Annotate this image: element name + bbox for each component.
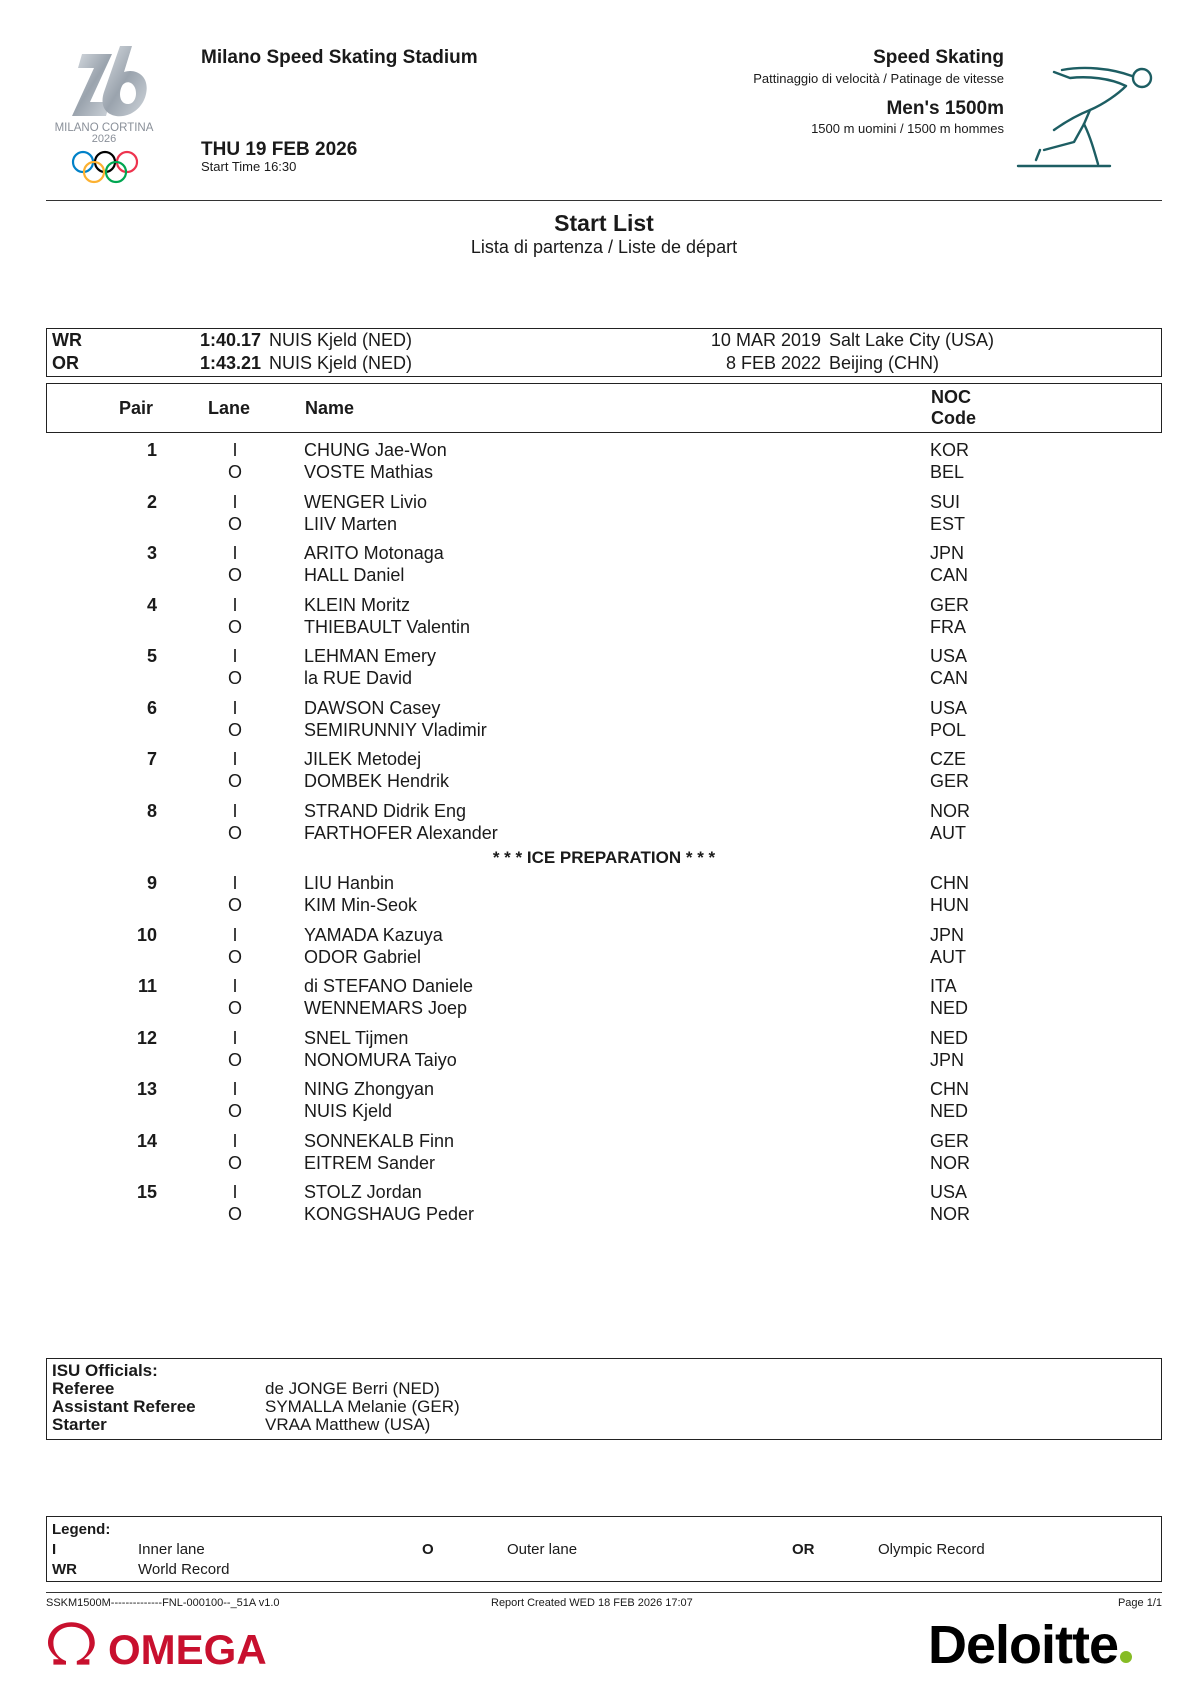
noc-code: ITA	[930, 976, 957, 996]
legend-abbr: O	[422, 1541, 434, 1558]
table-row	[46, 514, 1162, 536]
sport-event-block	[753, 47, 1004, 136]
athlete-name: DAWSON Casey	[304, 697, 441, 718]
column-name: Name	[305, 398, 355, 418]
noc-code: NED	[930, 1027, 969, 1048]
athlete-name: NUIS Kjeld	[304, 1101, 393, 1121]
pair-number: 15	[136, 1182, 157, 1202]
lane-cell: O	[227, 719, 242, 740]
table-row	[46, 873, 1162, 895]
table-row	[46, 801, 1162, 823]
sport-title: Speed Skating	[873, 47, 1004, 68]
pair-number: 2	[146, 491, 157, 512]
table-row	[46, 1028, 1162, 1050]
record-type: WR	[52, 330, 82, 350]
table-row	[46, 925, 1162, 947]
official-role: Referee	[52, 1379, 115, 1398]
noc-code: NED	[930, 998, 969, 1018]
athlete-name: EITREM Sander	[304, 1152, 436, 1173]
official-row	[52, 1416, 1152, 1434]
lane-cell: O	[227, 1101, 242, 1121]
athlete-name: LIIV Marten	[304, 513, 398, 534]
table-row	[46, 947, 1162, 969]
noc-code: CAN	[930, 565, 969, 585]
noc-code: CZE	[930, 749, 966, 769]
official-role: Assistant Referee	[52, 1397, 196, 1416]
start-time: Start Time 16:30	[201, 159, 297, 174]
noc-code: USA	[930, 1182, 968, 1202]
athlete-name: HALL Daniel	[304, 565, 405, 585]
lane-cell: I	[232, 1079, 238, 1099]
legend-desc: Inner lane	[138, 1541, 205, 1558]
lane-cell: I	[232, 924, 238, 945]
column-pair: Pair	[119, 398, 154, 418]
noc-code: POL	[930, 719, 967, 740]
noc-code: GER	[930, 594, 970, 615]
table-row	[46, 749, 1162, 771]
pair-number: 5	[146, 646, 157, 666]
table-row	[46, 1153, 1162, 1175]
athlete-name: KLEIN Moritz	[304, 594, 411, 615]
official-name: VRAA Matthew (USA)	[265, 1415, 431, 1434]
official-name: de JONGE Berri (NED)	[265, 1379, 440, 1398]
athlete-name: FARTHOFER Alexander	[304, 822, 498, 843]
table-row	[46, 698, 1162, 720]
lane-cell: O	[227, 1204, 242, 1224]
athlete-name: WENGER Livio	[304, 491, 428, 512]
noc-code: AUT	[930, 822, 966, 843]
record-time: 1:43.21	[199, 353, 261, 373]
athlete-name: KIM Min-Seok	[304, 895, 418, 915]
lane-cell: O	[227, 1049, 242, 1070]
table-row	[46, 1204, 1162, 1226]
report-created: Report Created WED 18 FEB 2026 17:07	[491, 1597, 693, 1609]
noc-code: SUI	[930, 491, 961, 512]
noc-code: USA	[930, 646, 968, 666]
official-row	[52, 1380, 1152, 1398]
page-number: Page 1/1	[1117, 1597, 1162, 1609]
lane-cell: O	[227, 668, 242, 688]
record-holder: NUIS Kjeld (NED)	[269, 353, 413, 373]
record-holder: NUIS Kjeld (NED)	[269, 330, 413, 350]
athlete-name: CHUNG Jae-Won	[304, 440, 447, 460]
pair-group	[46, 1028, 1162, 1080]
noc-code: NED	[930, 1101, 969, 1121]
athlete-name: NING Zhongyan	[304, 1079, 435, 1099]
pair-number: 14	[136, 1130, 157, 1151]
event-title: Men's 1500m	[886, 98, 1004, 119]
noc-code: GER	[930, 771, 970, 791]
lane-cell: I	[232, 491, 238, 512]
lane-cell: I	[232, 1130, 238, 1151]
noc-code: GER	[930, 1130, 970, 1151]
table-row	[46, 1101, 1162, 1123]
noc-code: CAN	[930, 668, 969, 688]
athlete-name: LEHMAN Emery	[304, 646, 437, 666]
document-subtitle: Lista di partenza / Liste de départ	[470, 237, 738, 257]
column-noc-line1: NOC	[931, 387, 971, 407]
table-row	[46, 976, 1162, 998]
record-row	[47, 330, 1161, 352]
pair-group	[46, 646, 1162, 698]
lane-cell: O	[227, 462, 242, 482]
athlete-name: ODOR Gabriel	[304, 946, 422, 967]
lane-cell: O	[227, 1152, 242, 1173]
lane-cell: O	[227, 822, 242, 843]
athlete-name: SONNEKALB Finn	[304, 1130, 455, 1151]
lane-cell: I	[232, 440, 238, 460]
record-place: Beijing (CHN)	[829, 353, 940, 373]
lane-cell: O	[227, 771, 242, 791]
lane-cell: I	[232, 543, 238, 563]
table-row	[46, 440, 1162, 462]
table-row	[46, 565, 1162, 587]
pair-group	[46, 1131, 1162, 1183]
milano-cortina-logo	[50, 42, 190, 192]
athlete-name: STRAND Didrik Eng	[304, 800, 467, 821]
lane-cell: I	[232, 646, 238, 666]
legend-title: Legend:	[52, 1521, 111, 1538]
athlete-name: SEMIRUNNIY Vladimir	[304, 719, 487, 740]
athlete-name: NONOMURA Taiyo	[304, 1049, 457, 1070]
pair-number: 6	[146, 697, 157, 718]
athlete-name: la RUE David	[304, 668, 413, 688]
table-row	[46, 1131, 1162, 1153]
lane-cell: O	[227, 513, 242, 534]
noc-code: BEL	[930, 462, 965, 482]
pair-number: 4	[146, 594, 157, 615]
lane-cell: O	[227, 895, 242, 915]
table-row	[46, 617, 1162, 639]
pair-number: 3	[146, 543, 157, 563]
table-row	[46, 543, 1162, 565]
table-row	[46, 771, 1162, 793]
records-box	[46, 328, 1162, 377]
column-lane: Lane	[208, 398, 251, 418]
legend-abbr: OR	[792, 1541, 815, 1558]
pair-number: 7	[146, 749, 157, 769]
table-row	[46, 492, 1162, 514]
official-name: SYMALLA Melanie (GER)	[265, 1397, 460, 1416]
pair-group	[46, 698, 1162, 750]
athlete-name: VOSTE Mathias	[304, 462, 434, 482]
athlete-name: di STEFANO Daniele	[304, 976, 474, 996]
header-divider	[46, 200, 1162, 201]
lane-cell: I	[232, 1027, 238, 1048]
official-row	[52, 1398, 1152, 1416]
venue-name: Milano Speed Skating Stadium	[201, 47, 478, 68]
noc-code: FRA	[930, 616, 966, 637]
record-place: Salt Lake City (USA)	[829, 330, 995, 350]
logo-text: MILANO CORTINA	[54, 122, 154, 134]
start-list-table	[46, 440, 1162, 1234]
column-noc	[931, 387, 976, 429]
noc-code: JPN	[930, 1049, 965, 1070]
pair-group	[46, 440, 1162, 492]
deloitte-dot-icon	[1120, 1651, 1132, 1663]
column-noc-line2: Code	[931, 408, 976, 428]
noc-code: NOR	[930, 1152, 970, 1173]
record-time: 1:40.17	[199, 330, 261, 350]
sport-translation: Pattinaggio di velocità / Patinage de vitesse	[753, 71, 1004, 86]
speed-skater-icon	[1014, 64, 1164, 174]
athlete-name: ARITO Motonaga	[304, 543, 444, 563]
noc-code: JPN	[930, 543, 965, 563]
ice-preparation-note: * * * ICE PREPARATION * * *	[492, 848, 716, 867]
table-row	[46, 720, 1162, 742]
record-type: OR	[52, 353, 79, 373]
athlete-name: KONGSHAUG Peder	[304, 1204, 475, 1224]
noc-code: USA	[930, 697, 968, 718]
noc-code: AUT	[930, 946, 966, 967]
lane-cell: I	[232, 697, 238, 718]
pair-group	[46, 749, 1162, 801]
table-row	[46, 998, 1162, 1020]
pair-number: 8	[146, 800, 157, 821]
lane-cell: O	[227, 998, 242, 1018]
pair-number: 13	[136, 1079, 157, 1099]
pair-number: 10	[136, 924, 157, 945]
pair-number: 11	[137, 976, 157, 996]
legend-box	[46, 1516, 1162, 1582]
pair-number: 1	[146, 440, 157, 460]
athlete-name: STOLZ Jordan	[304, 1182, 422, 1202]
table-row	[46, 462, 1162, 484]
athlete-name: LIU Hanbin	[304, 873, 395, 893]
olympic-rings-icon	[73, 152, 137, 182]
athlete-name: DOMBEK Hendrik	[304, 771, 450, 791]
omega-wordmark: OMEGA	[108, 1626, 267, 1670]
deloitte-wordmark: Deloitte	[928, 1615, 1119, 1675]
logo-year: 2026	[91, 133, 117, 145]
athlete-name: THIEBAULT Valentin	[304, 616, 471, 637]
noc-code: EST	[930, 513, 966, 534]
noc-code: KOR	[930, 440, 970, 460]
legend-desc: Olympic Record	[878, 1541, 985, 1558]
pair-group	[46, 801, 1162, 853]
pair-number: 9	[146, 873, 157, 893]
noc-code: CHN	[930, 1079, 969, 1099]
noc-code: HUN	[930, 895, 969, 915]
athlete-name: WENNEMARS Joep	[304, 998, 468, 1018]
table-row	[46, 646, 1162, 668]
lane-cell: I	[232, 800, 238, 821]
pair-group	[46, 543, 1162, 595]
noc-code: CHN	[930, 873, 969, 893]
noc-code: NOR	[930, 800, 970, 821]
athlete-name: YAMADA Kazuya	[304, 924, 443, 945]
record-date: 8 FEB 2022	[725, 353, 821, 373]
athlete-name: SNEL Tijmen	[304, 1027, 409, 1048]
pair-number: 12	[136, 1027, 157, 1048]
lane-cell: O	[227, 946, 242, 967]
record-row	[47, 353, 1161, 375]
footer-divider	[46, 1592, 1162, 1593]
lane-cell: O	[227, 565, 242, 585]
pair-group	[46, 1079, 1162, 1131]
pair-group	[46, 1182, 1162, 1234]
event-translation: 1500 m uomini / 1500 m hommes	[811, 121, 1004, 136]
table-row	[46, 1050, 1162, 1072]
legend-desc: World Record	[138, 1561, 230, 1578]
officials-title: ISU Officials:	[52, 1361, 158, 1380]
table-row	[46, 895, 1162, 917]
table-row	[46, 823, 1162, 845]
athlete-name: JILEK Metodej	[304, 749, 422, 769]
pair-group	[46, 595, 1162, 647]
pair-group	[46, 873, 1162, 925]
official-role: Starter	[52, 1415, 107, 1434]
report-code: SSKM1500M--------------FNL-000100--_51A v1.0	[46, 1597, 280, 1609]
deloitte-logo	[928, 1614, 1132, 1676]
legend-desc: Outer lane	[507, 1541, 578, 1558]
omega-logo	[46, 1622, 316, 1670]
legend-abbr: I	[52, 1541, 57, 1558]
document-title: Start List	[554, 210, 654, 236]
lane-cell: I	[232, 1182, 238, 1202]
noc-code: NOR	[930, 1204, 970, 1224]
lane-cell: I	[232, 749, 238, 769]
table-row	[46, 595, 1162, 617]
pair-group	[46, 492, 1162, 544]
officials-box	[46, 1358, 1162, 1440]
table-row	[46, 668, 1162, 690]
table-row	[46, 1079, 1162, 1101]
record-date: 10 MAR 2019	[710, 330, 821, 350]
lane-cell: I	[232, 594, 238, 615]
lane-cell: O	[227, 616, 242, 637]
column-header	[46, 383, 1162, 433]
pair-group	[46, 976, 1162, 1028]
pair-group	[46, 925, 1162, 977]
event-date: THU 19 FEB 2026	[201, 139, 358, 160]
noc-code: JPN	[930, 924, 965, 945]
lane-cell: I	[232, 976, 238, 996]
lane-cell: I	[232, 873, 238, 893]
legend-abbr: WR	[52, 1561, 77, 1578]
table-row	[46, 1182, 1162, 1204]
